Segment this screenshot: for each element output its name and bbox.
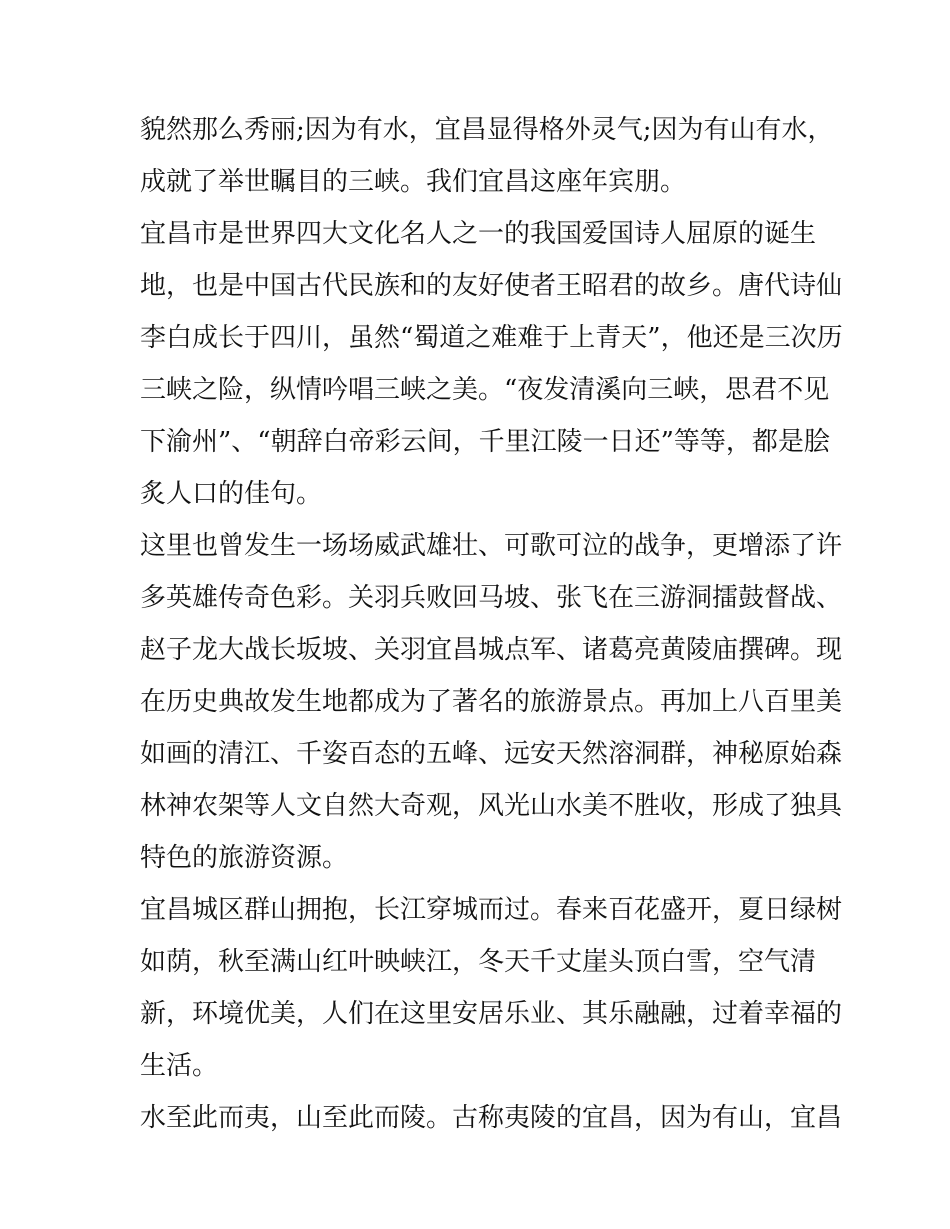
text-line: 水至此而夷，山至此而陵。古称夷陵的宜昌，因为有山，宜昌 — [140, 1103, 843, 1133]
text-line: 这里也曾发生一场场威武雄壮、可歌可泣的战争，更增添了许 — [140, 531, 843, 561]
text-line: 如画的清江、千姿百态的五峰、远安天然溶洞群，神秘原始森 — [140, 739, 843, 769]
text-line: 貌然那么秀丽;因为有水，宜昌显得格外灵气;因为有山有水， — [140, 115, 834, 145]
paragraph-4 — [140, 884, 843, 1092]
text-line: 地，也是中国古代民族和的友好使者王昭君的故乡。唐代诗仙 — [140, 271, 843, 301]
paragraph-3 — [140, 520, 843, 884]
text-line: 下渝州”、“朝辞白帝彩云间，千里江陵一日还”等等，都是脍 — [140, 427, 830, 457]
text-line: 特色的旅游资源。 — [140, 843, 349, 873]
paragraph-2 — [140, 208, 843, 520]
text-line: 如荫，秋至满山红叶映峡江，冬天千丈崖头顶白雪，空气清 — [140, 947, 817, 977]
text-line: 宜昌城区群山拥抱，长江穿城而过。春来百花盛开，夏日绿树 — [140, 895, 843, 925]
document-body — [140, 104, 843, 1144]
text-line: 多英雄传奇色彩。关羽兵败回马坡、张飞在三游洞擂鼓督战、 — [140, 583, 843, 613]
text-line: 新，环境优美，人们在这里安居乐业、其乐融融，过着幸福的 — [140, 999, 843, 1029]
text-line: 李白成长于四川，虽然“蜀道之难难于上青天”，他还是三次历 — [140, 323, 843, 353]
text-line: 在历史典故发生地都成为了著名的旅游景点。再加上八百里美 — [140, 687, 843, 717]
text-line: 炙人口的佳句。 — [140, 479, 323, 509]
text-line: 林神农架等人文自然大奇观，风光山水美不胜收，形成了独具 — [140, 791, 843, 821]
paragraph-1 — [140, 104, 834, 208]
text-line: 宜昌市是世界四大文化名人之一的我国爱国诗人屈原的诞生 — [140, 219, 817, 249]
text-line: 生活。 — [140, 1051, 219, 1081]
text-line: 赵子龙大战长坂坡、关羽宜昌城点军、诸葛亮黄陵庙撰碑。现 — [140, 635, 843, 665]
text-line: 成就了举世瞩目的三峡。我们宜昌这座年宾朋。 — [140, 167, 687, 197]
text-line: 三峡之险，纵情吟唱三峡之美。“夜发清溪向三峡，思君不见 — [140, 375, 830, 405]
paragraph-5 — [140, 1092, 843, 1144]
